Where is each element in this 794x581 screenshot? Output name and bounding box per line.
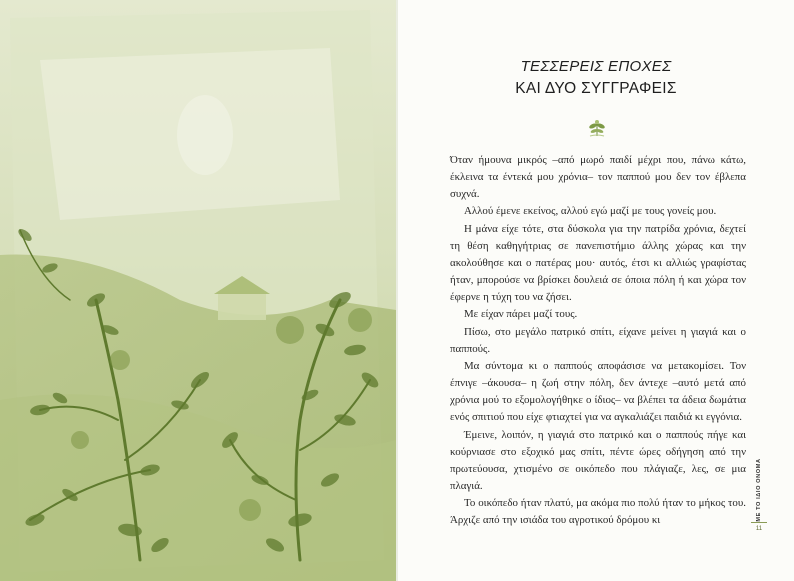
paragraph: Πίσω, στο μεγάλο πατρικό σπίτι, είχανε μείνει η γιαγιά και ο παππούς. (450, 325, 746, 355)
paragraph: Μα σύντομα κι ο παππούς αποφάσισε να μετακομίσει. Τον έπνιγε –άκουσα– η ζωή στην πόλη, δεν άντεχε –αυτό μετά από χρόνια μού το εξομολογήθηκε ο ίδιος– να βλέπει τα άδεια δωμάτια ενός σπιτιού που είχε φτιαχτεί για να αγκαλιάζει παιδιά κι εγγόνια. (450, 359, 746, 424)
folio-rule (751, 522, 767, 523)
paragraph: Έμεινε, λοιπόν, η γιαγιά στο πατρικό και ο παππούς πήγε και κούρνιασε στο εξοχικό μας σπίτι, πέντε ώρες οδήγηση από την πρωτεύουσα, χτισμένο σε οικόπεδο που πλάγιαζε, λες, σε μια πλαγιά. (450, 428, 746, 492)
chapter-body-text (450, 152, 746, 529)
illustration-page (0, 0, 396, 581)
watercolor-branches-illustration (0, 0, 396, 581)
text-page (398, 0, 794, 581)
paragraph: Όταν ήμουνα μικρός –από μωρό παιδί μέχρι που, πάνω κάτω, έκλεινα τα έντεκά μου χρόνια– τον παππού μου δεν τον έβλεπα συχνά. (450, 154, 746, 201)
paragraph: Με είχαν πάρει μαζί τους. (464, 308, 578, 321)
sprig-ornament-icon (585, 116, 609, 138)
running-head (752, 456, 766, 524)
running-head-text: ΜΕ ΤΟ ΙΔΙΟ ΟΝΟΜΑ (756, 458, 762, 522)
page-number: 11 (755, 526, 763, 532)
paragraph: Αλλού έμενε εκείνος, αλλού εγώ μαζί με τους γονείς μου. (464, 205, 717, 218)
chapter-title-line-1: ΤΕΣΣΕΡΕΙΣ ΕΠΟΧΕΣ (520, 58, 672, 75)
paragraph: Το οικόπεδο ήταν πλατύ, μα ακόμα πιο πολύ ήταν το μήκος του. Άρχιζε από την ισιάδα του αγροτικού δρόμου κι (450, 497, 746, 527)
paragraph: Η μάνα είχε τότε, στα δύσκολα για την πατρίδα χρόνια, δεχτεί τη θέση καθηγήτριας σε πανεπιστήμιο άλλης χώρας και την ακολούθησε και ο πατέρας μου· αυτός, έτσι κι αλλιώς γραφίστας ήταν, μπορούσε να βρίσκει δουλειά σε όποια πόλη ή και χώρα τον έφερνε η τύχη του να ζήσει. (450, 222, 746, 304)
chapter-title-line-2: ΚΑΙ ΔΥΟ ΣΥΓΓΡΑΦΕΙΣ (515, 80, 677, 97)
